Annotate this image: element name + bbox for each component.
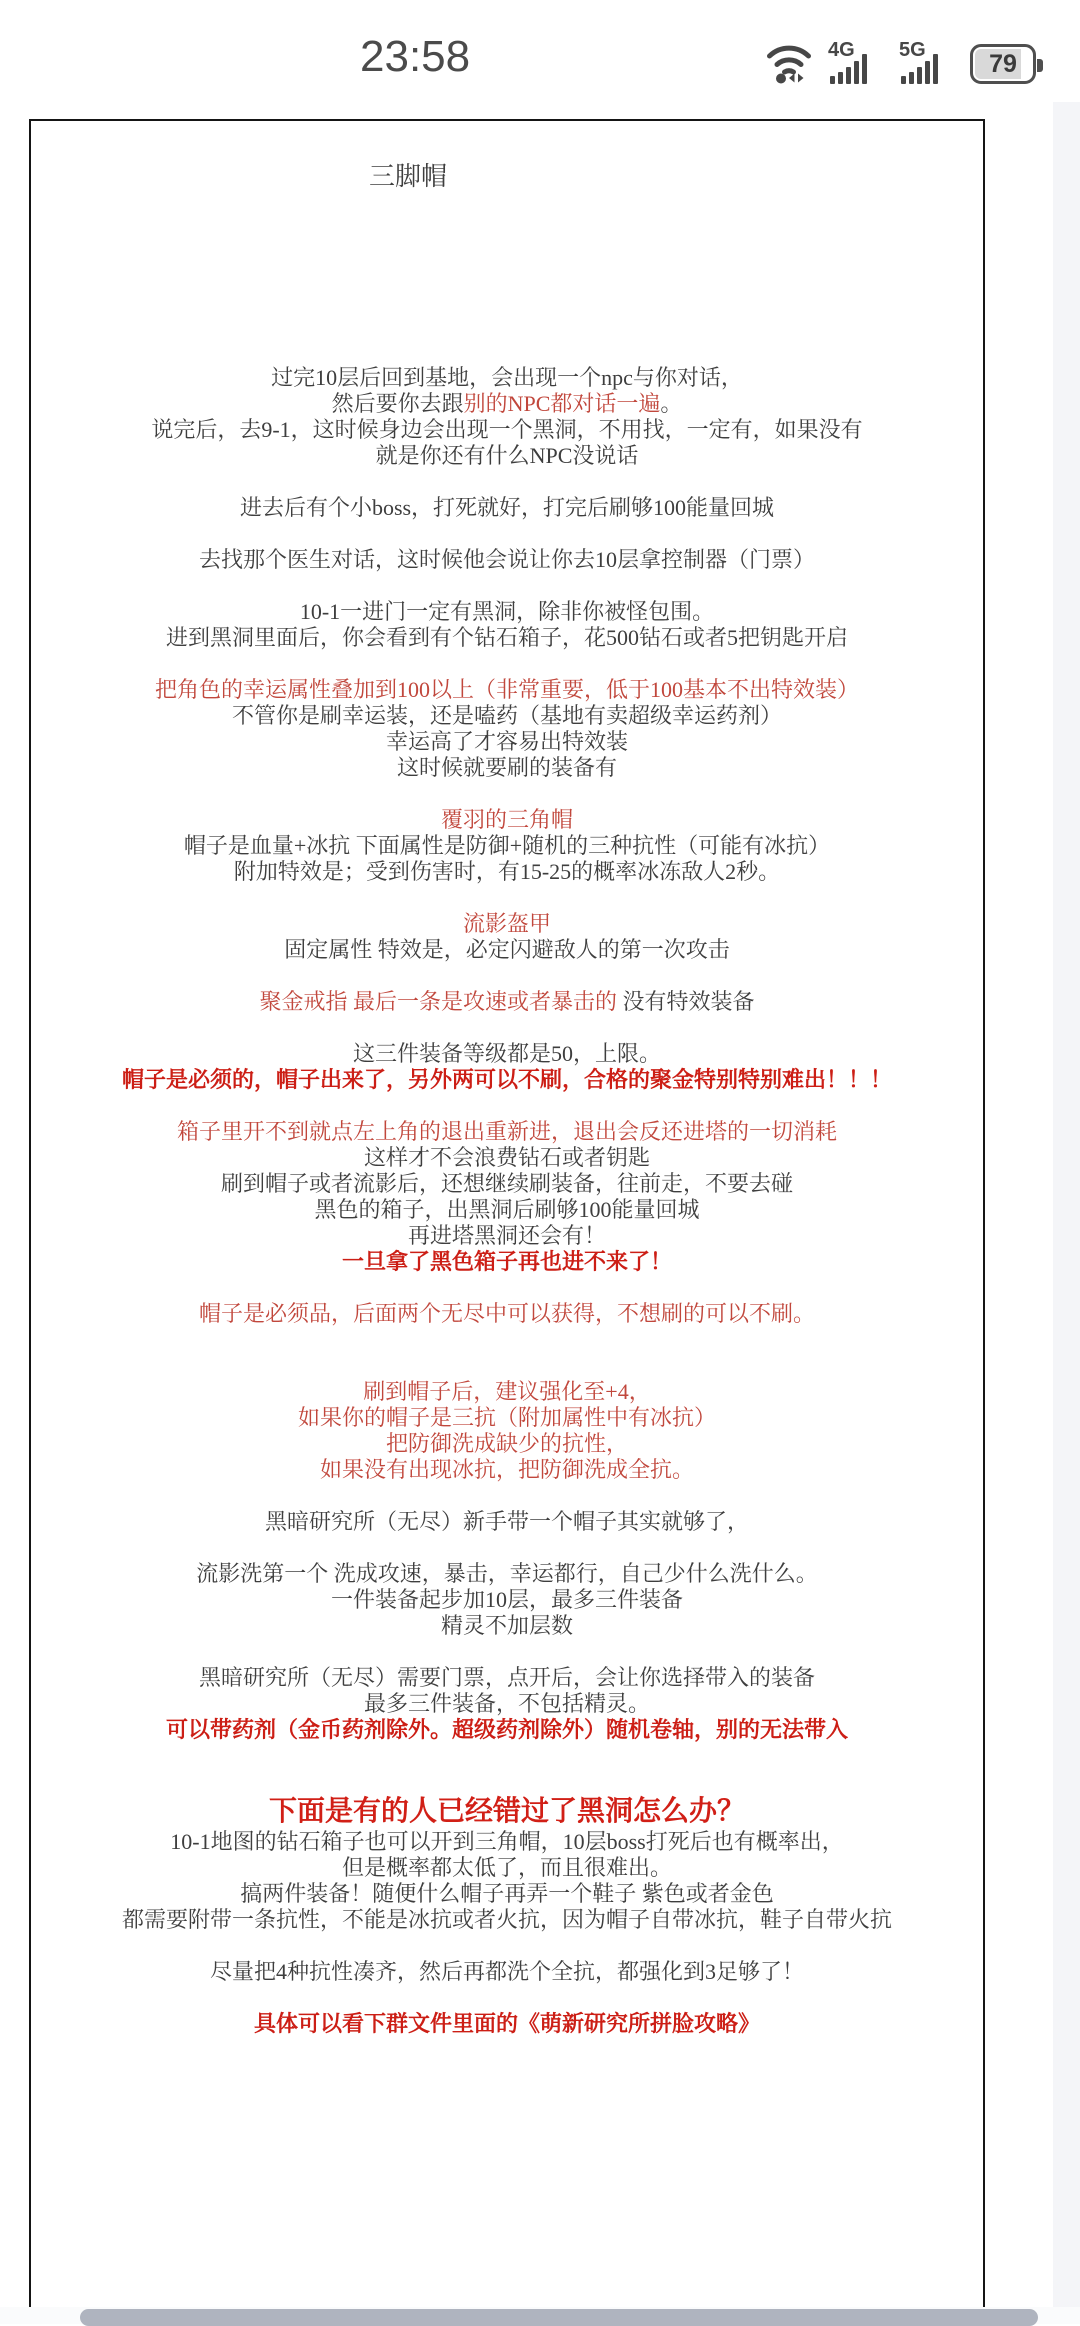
doc-text-segment: 帽子是血量+冰抗 下面属性是防御+随机的三种抗性（可能有冰抗）: [183, 833, 831, 858]
document-title: 三脚帽: [369, 162, 448, 191]
doc-text-segment: 10-1一进门一定有黑洞，除非你被怪包围。: [299, 599, 715, 624]
doc-text-segment: 然后要你去跟: [331, 391, 464, 416]
doc-blank-line: [31, 521, 983, 547]
doc-text-segment: 都需要附带一条抗性，不能是冰抗或者火抗，因为帽子自带冰抗，鞋子自带火抗: [121, 1907, 892, 1932]
doc-line: [31, 937, 983, 963]
doc-blank-line: [31, 1093, 983, 1119]
doc-blank-line: [31, 963, 983, 989]
doc-text-segment: 把防御洗成缺少的抗性，: [385, 1431, 628, 1456]
doc-blank-line: [31, 651, 983, 677]
signal-bars-icon: [901, 54, 938, 84]
doc-text-segment: 覆羽的三角帽: [440, 807, 573, 832]
doc-text-segment: 但是概率都太低了，而且很难出。: [341, 1855, 672, 1880]
doc-text-segment: 黑暗研究所（无尽）新手带一个帽子其实就够了，: [264, 1509, 749, 1534]
doc-blank-line: [31, 1639, 983, 1665]
doc-text-segment: 没有特效装备: [617, 989, 755, 1014]
doc-text-segment: 说完后，去9-1，这时候身边会出现一个黑洞，不用找，一定有，如果没有: [151, 417, 863, 442]
doc-text-segment: 流影洗第一个 洗成攻速，暴击，幸运都行，自己少什么洗什么。: [196, 1561, 818, 1586]
doc-blank-line: [31, 1353, 983, 1379]
doc-blank-line: [31, 1535, 983, 1561]
doc-text-segment: 如果没有出现冰抗，把防御洗成全抗。: [319, 1457, 694, 1482]
doc-text-segment: 幸运高了才容易出特效装: [385, 729, 628, 754]
doc-blank-line: [31, 1769, 983, 1795]
doc-line: [31, 1145, 983, 1171]
horizontal-scrollbar-track: [0, 2307, 1080, 2324]
doc-blank-line: [31, 1483, 983, 1509]
network-type-label-4g: 4G: [828, 39, 855, 61]
doc-text-segment: 具体可以看下群文件里面的《萌新研究所拼脸攻略》: [253, 2011, 760, 2036]
doc-text-segment: 可以带药剂（金币药剂除外。超级药剂除外）随机卷轴，别的无法带入: [165, 1717, 848, 1742]
doc-line: [31, 1223, 983, 1249]
signal-bars-icon: [830, 54, 867, 84]
doc-line: [31, 1691, 983, 1717]
doc-line: [31, 1457, 983, 1483]
doc-line: [31, 833, 983, 859]
doc-line: [31, 1379, 983, 1405]
doc-blank-line: [31, 573, 983, 599]
doc-line: [31, 1907, 983, 1933]
battery-icon: [970, 44, 1036, 84]
doc-line: [31, 1405, 983, 1431]
horizontal-scrollbar-thumb[interactable]: [80, 2309, 1038, 2326]
doc-line: [31, 1171, 983, 1197]
doc-line: [31, 495, 983, 521]
doc-blank-line: [31, 1275, 983, 1301]
doc-blank-line: [31, 781, 983, 807]
doc-line: [31, 391, 983, 417]
doc-line: [31, 417, 983, 443]
network-type-label-5g: 5G: [899, 39, 926, 61]
doc-line: [31, 1067, 983, 1093]
doc-text-segment: 10-1地图的钻石箱子也可以开到三角帽，10层boss打死后也有概率出，: [170, 1829, 844, 1854]
doc-line: [31, 1249, 983, 1275]
doc-line: [31, 2011, 983, 2037]
doc-blank-line: [31, 1933, 983, 1959]
doc-line: [31, 1197, 983, 1223]
doc-text-segment: 帽子是必须的，帽子出来了，另外两可以不刷，合格的聚金特别特别难出！！！: [121, 1067, 892, 1092]
right-edge-gutter: [1053, 102, 1080, 2324]
doc-text-segment: 黑暗研究所（无尽）需要门票，点开后，会让你选择带入的装备: [198, 1665, 815, 1690]
doc-text-segment: 刷到帽子或者流影后，还想继续刷装备，往前走，不要去碰: [220, 1171, 793, 1196]
doc-text-segment: 进到黑洞里面后，你会看到有个钻石箱子，花500钻石或者5把钥匙开启: [165, 625, 848, 650]
doc-text-segment: 一旦拿了黑色箱子再也进不来了！: [341, 1249, 672, 1274]
doc-text-segment: 这三件装备等级都是50，上限。: [352, 1041, 661, 1066]
doc-text-segment: 如果你的帽子是三抗（附加属性中有冰抗）: [297, 1405, 716, 1430]
doc-line: [31, 1587, 983, 1613]
doc-text-segment: 最多三件装备，不包括精灵。: [363, 1691, 650, 1716]
doc-text-segment: 流影盔甲: [462, 911, 551, 936]
doc-blank-line: [31, 1743, 983, 1769]
doc-line: [31, 1795, 983, 1829]
doc-text-segment: 刷到帽子后，建议强化至+4，: [363, 1379, 651, 1404]
doc-line: [31, 859, 983, 885]
doc-text-segment: 尽量把4种抗性凑齐，然后再都洗个全抗，都强化到3足够了！: [209, 1959, 804, 1984]
doc-text-segment: 聚金戒指 最后一条是攻速或者暴击的: [259, 989, 617, 1014]
doc-line: [31, 599, 983, 625]
doc-text-segment: 过完10层后回到基地，会出现一个npc与你对话，: [271, 365, 743, 390]
doc-text-segment: 帽子是必须品，后面两个无尽中可以获得，不想刷的可以不刷。: [198, 1301, 815, 1326]
doc-line: [31, 703, 983, 729]
doc-line: [31, 755, 983, 781]
doc-text-segment: 下面是有的人已经错过了黑洞怎么办？: [268, 1796, 745, 1827]
doc-blank-line: [31, 469, 983, 495]
doc-line: [31, 911, 983, 937]
doc-text-segment: 。: [660, 391, 683, 416]
doc-text-segment: 别的NPC都对话一遍: [463, 391, 661, 416]
doc-text-segment: 再进塔黑洞还会有！: [407, 1223, 606, 1248]
doc-line: [31, 1041, 983, 1067]
doc-text-segment: 进去后有个小boss，打死就好，打完后刷够100能量回城: [239, 495, 775, 520]
doc-text-segment: 箱子里开不到就点左上角的退出重新进，退出会反还进塔的一切消耗: [176, 1119, 837, 1144]
doc-line: [31, 443, 983, 469]
doc-line: [31, 625, 983, 651]
doc-line: [31, 1959, 983, 1985]
doc-blank-line: [31, 1015, 983, 1041]
status-icons: [765, 38, 1036, 84]
doc-line: [31, 989, 983, 1015]
doc-text-segment: 黑色的箱子，出黑洞后刷够100能量回城: [314, 1197, 700, 1222]
battery-cap: [1037, 59, 1043, 72]
document-lines: [31, 365, 983, 2037]
doc-text-segment: 去找那个医生对话，这时候他会说让你去10层拿控制器（门票）: [198, 547, 815, 572]
doc-blank-line: [31, 1327, 983, 1353]
doc-line: [31, 1431, 983, 1457]
doc-line: [31, 1829, 983, 1855]
clock-time: 23:58: [360, 32, 471, 81]
doc-text-segment: 把角色的幸运属性叠加到100以上（非常重要，低于100基本不出特效装）: [154, 677, 859, 702]
doc-blank-line: [31, 885, 983, 911]
document-page[interactable]: [29, 119, 985, 2309]
doc-line: [31, 365, 983, 391]
wifi-icon: [765, 40, 813, 84]
doc-text-segment: 一件装备起步加10层，最多三件装备: [330, 1587, 683, 1612]
doc-line: [31, 1613, 983, 1639]
doc-line: [31, 1301, 983, 1327]
doc-line: [31, 1509, 983, 1535]
doc-text-segment: 这样才不会浪费钻石或者钥匙: [363, 1145, 650, 1170]
doc-text-segment: 固定属性 特效是，必定闪避敌人的第一次攻击: [284, 937, 730, 962]
doc-line: [31, 1665, 983, 1691]
doc-line: [31, 1881, 983, 1907]
battery-percent: 79: [989, 49, 1017, 78]
doc-text-segment: 不管你是刷幸运装，还是嗑药（基地有卖超级幸运药剂）: [231, 703, 782, 728]
doc-text-segment: 搞两件装备！随便什么帽子再弄一个鞋子 紫色或者金色: [240, 1881, 774, 1906]
doc-line: [31, 807, 983, 833]
doc-line: [31, 1561, 983, 1587]
doc-text-segment: 这时候就要刷的装备有: [396, 755, 617, 780]
doc-line: [31, 1119, 983, 1145]
doc-text-segment: 精灵不加层数: [440, 1613, 573, 1638]
doc-line: [31, 547, 983, 573]
doc-line: [31, 1717, 983, 1743]
signal-5g: [899, 40, 955, 84]
doc-blank-line: [31, 1985, 983, 2011]
doc-text-segment: 附加特效是；受到伤害时，有15-25的概率冰冻敌人2秒。: [233, 859, 781, 884]
status-bar: [0, 0, 1080, 102]
doc-text-segment: 就是你还有什么NPC没说话: [375, 443, 639, 468]
doc-line: [31, 729, 983, 755]
signal-4g: [828, 40, 884, 84]
doc-line: [31, 1855, 983, 1881]
doc-line: [31, 677, 983, 703]
